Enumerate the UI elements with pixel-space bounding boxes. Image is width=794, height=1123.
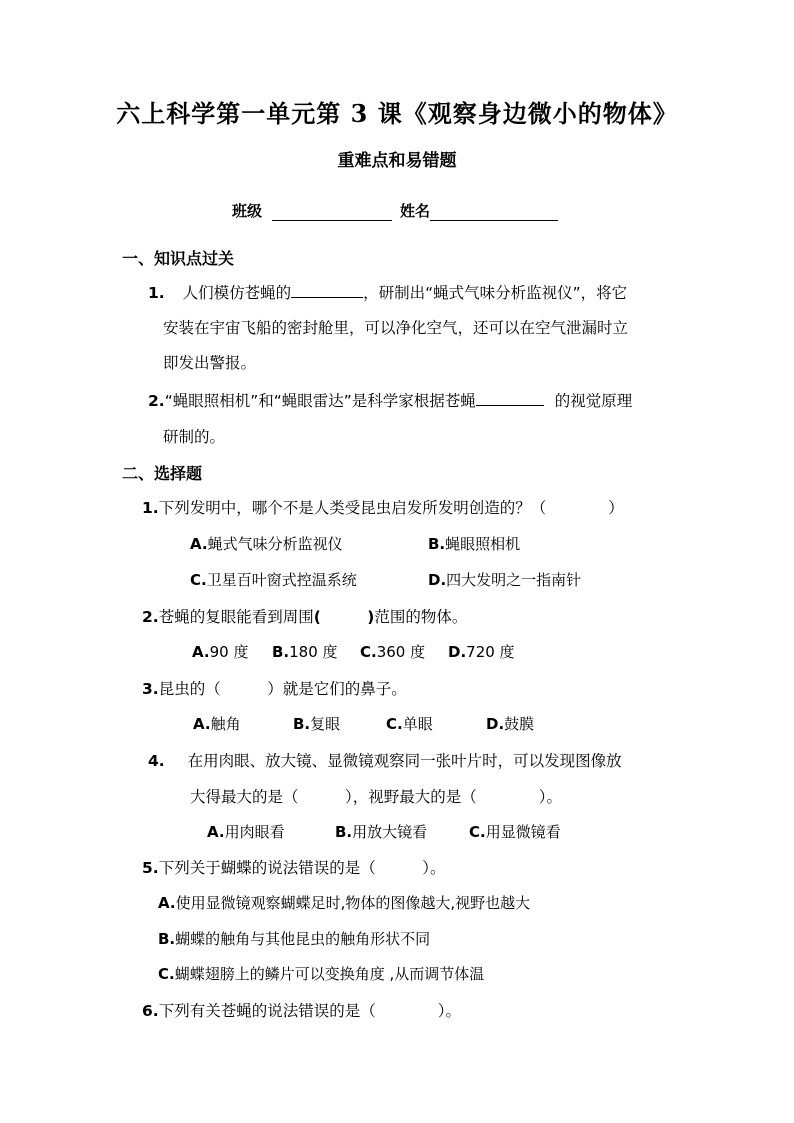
question-text: 昆虫的（ ）就是它们的鼻子。	[158, 680, 407, 698]
question-number: 4.	[148, 752, 165, 770]
question-2-5	[142, 856, 445, 878]
question-text: “蝇眼照相机”和“蝇眼雷达”是科学家根据苍蝇	[164, 392, 476, 410]
question-number: 3.	[142, 680, 159, 698]
page-title: 六上科学第一单元第 3 课《观察身边微小的物体》	[116, 99, 678, 128]
option-a[interactable]: A.触角	[193, 715, 241, 733]
option-b[interactable]: B.复眼	[293, 715, 341, 733]
option-d[interactable]: D.720 度	[448, 643, 515, 661]
page-subtitle: 重难点和易错题	[337, 151, 457, 171]
question-2-4-line2: 大得最大的是（ ），视野最大的是（ ）。	[190, 788, 563, 806]
section-heading-knowledge: 一、知识点过关	[122, 249, 235, 268]
answer-paren[interactable]: ( )	[313, 608, 375, 626]
option-a[interactable]: A.90 度	[192, 643, 249, 661]
option-c[interactable]: C.360 度	[360, 643, 426, 661]
section-heading-choice: 二、选择题	[122, 464, 203, 483]
option-c[interactable]: C.卫星百叶窗式控温系统	[190, 571, 357, 589]
option-b[interactable]: B.蝴蝶的触角与其他昆虫的触角形状不同	[158, 930, 431, 948]
question-number: 5.	[142, 859, 159, 877]
question-text: 下列有关苍蝇的说法错误的是（ ）。	[158, 1002, 461, 1020]
student-info-line	[232, 200, 558, 221]
question-2-3	[142, 677, 407, 699]
question-2-2	[142, 605, 467, 627]
question-1-1-line3: 即发出警报。	[163, 354, 257, 372]
question-text: 下列发明中，哪个不是人类受昆虫启发所发明创造的？（ ）	[158, 499, 624, 517]
option-b[interactable]: B.180 度	[272, 643, 338, 661]
option-b[interactable]: B.用放大镜看	[335, 823, 428, 841]
answer-blank[interactable]	[291, 282, 363, 298]
question-1-1-line2: 安装在宇宙飞船的密封舱里，可以净化空气，还可以在空气泄漏时立	[163, 319, 629, 337]
question-text: 的视觉原理	[554, 392, 633, 410]
question-1-2-line1	[148, 389, 632, 411]
option-c[interactable]: C.蝴蝶翅膀上的鳞片可以变换角度 ,从而调节体温	[158, 965, 485, 983]
question-2-1	[142, 496, 624, 518]
question-1-1-line1	[148, 281, 627, 303]
question-number: 1.	[148, 284, 165, 302]
option-d[interactable]: D.四大发明之一指南针	[428, 571, 582, 589]
class-field[interactable]	[272, 204, 392, 221]
question-1-2-line2: 研制的。	[163, 428, 226, 446]
class-label: 班级	[232, 202, 263, 220]
question-number: 2.	[142, 608, 159, 626]
option-b[interactable]: B.蝇眼照相机	[428, 535, 521, 553]
option-c[interactable]: C.用显微镜看	[469, 823, 561, 841]
question-text: ，研制出“蝇式气味分析监视仪”，将它	[363, 284, 628, 302]
name-label: 姓名	[400, 202, 431, 220]
question-number: 6.	[142, 1002, 159, 1020]
option-a[interactable]: A.用肉眼看	[207, 823, 285, 841]
answer-blank[interactable]	[476, 390, 544, 406]
question-number: 2.	[148, 392, 165, 410]
option-a[interactable]: A.蝇式气味分析监视仪	[190, 535, 343, 553]
question-text: 范围的物体。	[374, 608, 468, 626]
option-a[interactable]: A.使用显微镜观察蝴蝶足时,物体的图像越大,视野也越大	[158, 894, 531, 912]
question-2-4-line1	[148, 749, 622, 771]
question-text: 苍蝇的复眼能看到周围	[158, 608, 314, 626]
question-number: 1.	[142, 499, 159, 517]
option-c[interactable]: C.单眼	[386, 715, 433, 733]
question-text: 在用肉眼、放大镜、显微镜观察同一张叶片时，可以发现图像放	[187, 752, 622, 770]
question-text: 人们模仿苍蝇的	[182, 284, 292, 302]
question-text: 下列关于蝴蝶的说法错误的是（ ）。	[158, 859, 446, 877]
name-field[interactable]	[430, 204, 558, 221]
question-2-6	[142, 999, 461, 1021]
option-d[interactable]: D.鼓膜	[486, 715, 535, 733]
